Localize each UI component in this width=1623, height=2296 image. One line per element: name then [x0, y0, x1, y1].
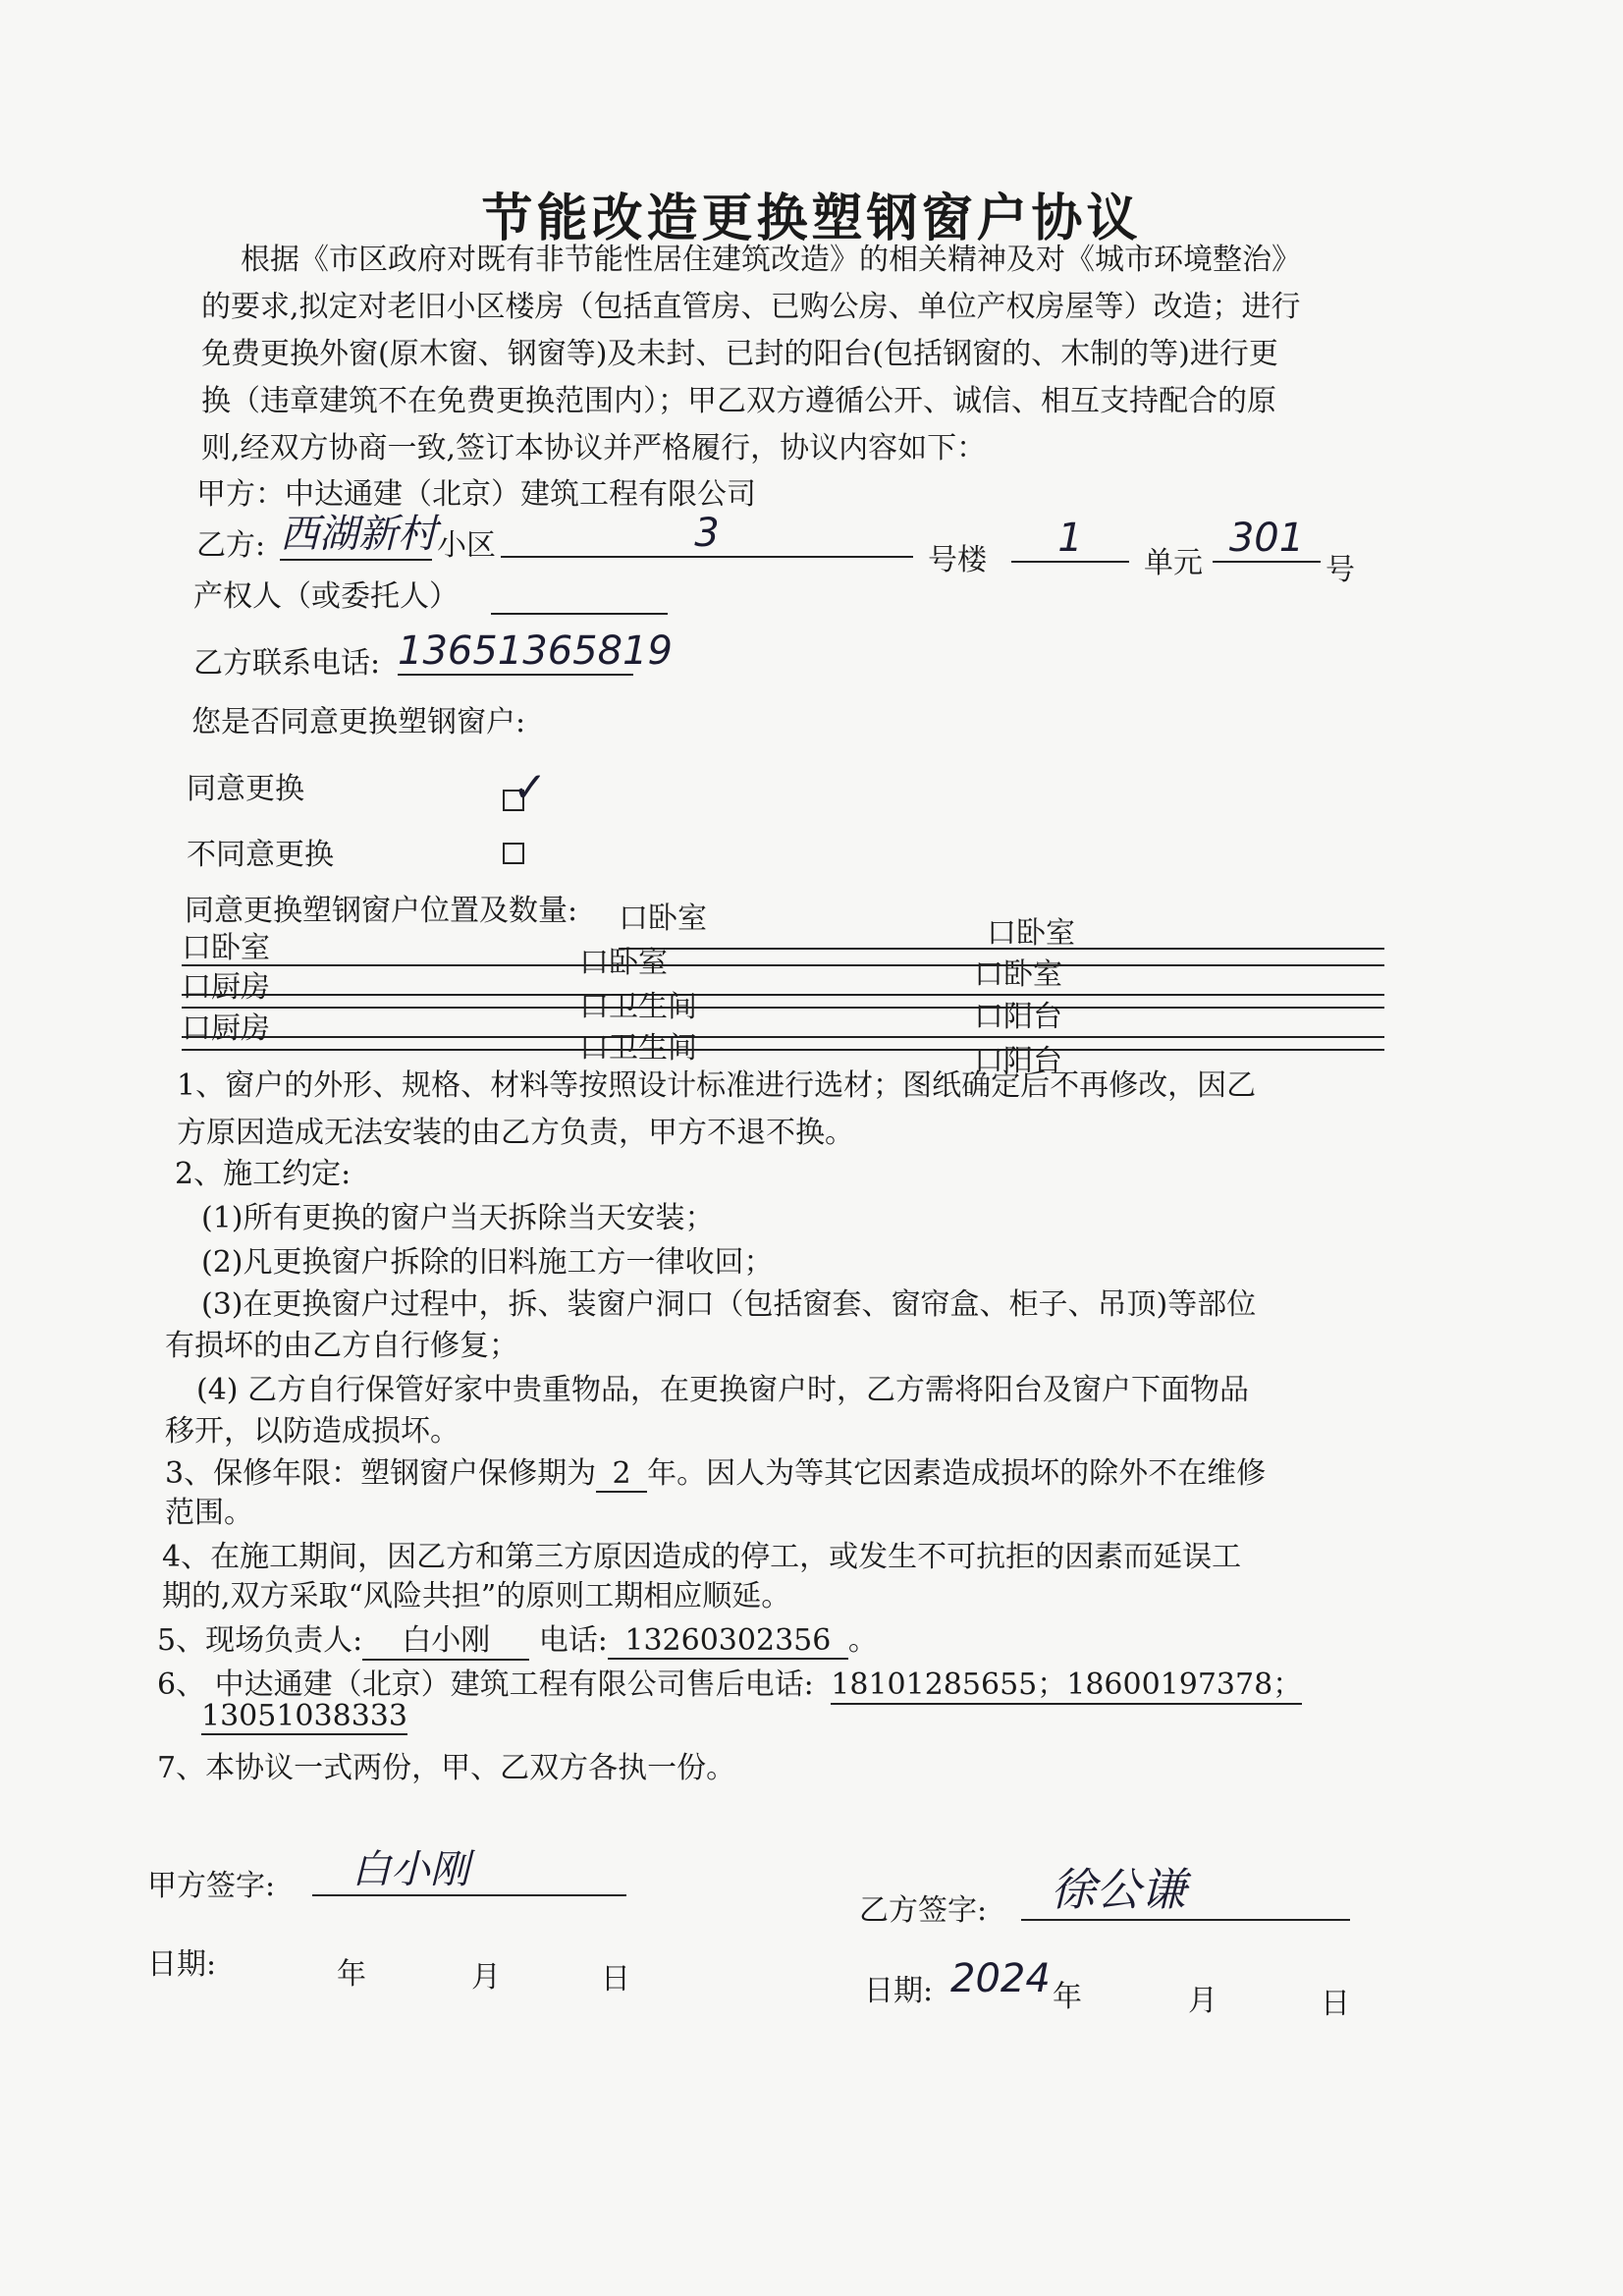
party-b-day: 日	[1321, 1987, 1350, 2021]
clause-2-4-line-1: (4) 乙方自行保管好家中贵重物品，在更换窗户时，乙方需将阳台及窗户下面物品	[196, 1373, 1250, 1407]
party-a: 甲方：中达通建（北京）建筑工程有限公司	[196, 477, 756, 512]
position-rule	[182, 964, 1384, 966]
service-phones: 18101285655；18600197378；	[831, 1660, 1302, 1705]
clause-4-line-1: 4、在施工期间，因乙方和第三方原因造成的停工，或发生不可抗拒的因素而延误工	[162, 1540, 1242, 1574]
party-b-month: 月	[1188, 1984, 1217, 2018]
owner-label: 产权人（或委托人）	[193, 579, 459, 614]
position-item[interactable]: 口卧室	[579, 946, 668, 980]
checkbox-glyph: 口	[579, 946, 609, 980]
position-rule	[182, 1036, 1384, 1038]
checkbox-glyph: 口	[619, 902, 648, 936]
checkbox-glyph: 口	[974, 1044, 1003, 1078]
checkbox-glyph: 口	[987, 916, 1016, 951]
clause-5: 5、现场负责人: 白小刚 电话: 13260302356 。	[157, 1615, 878, 1661]
service-phone-3: 13051038333	[201, 1699, 407, 1733]
consent-disagree-label: 不同意更换	[187, 838, 334, 872]
checkbox-glyph: 口	[182, 931, 211, 965]
checkbox-glyph: 口	[579, 1031, 609, 1066]
party-a-day: 日	[601, 1962, 630, 1996]
checkbox-glyph: 口	[182, 1011, 211, 1046]
checkbox-glyph: 口	[579, 990, 609, 1024]
consent-question: 您是否同意更换塑钢窗户:	[191, 705, 526, 739]
party-a-signature[interactable]: 白小刚	[312, 1838, 626, 1896]
checkbox-icon	[503, 843, 524, 864]
position-item[interactable]: 口卧室	[182, 931, 270, 965]
owner-field-line[interactable]	[491, 613, 668, 615]
position-item[interactable]: 口卧室	[987, 916, 1075, 951]
intro-line-1: 根据《市区政府对既有非节能性居住建筑改造》的相关精神及对《城市环境整治》	[241, 243, 1301, 277]
building-suffix: 号楼	[928, 543, 987, 577]
clause-7: 7、本协议一式两份，甲、乙双方各执一份。	[157, 1751, 736, 1785]
position-item[interactable]: 口阳台	[974, 1044, 1062, 1078]
party-a-year: 年	[337, 1957, 366, 1992]
room-suffix: 号	[1325, 553, 1355, 587]
checkbox-glyph: 口	[974, 1000, 1003, 1034]
intro-line-2: 的要求,拟定对老旧小区楼房（包括直管房、已购公房、单位产权房屋等）改造；进行	[201, 290, 1301, 324]
party-a-month: 月	[471, 1960, 501, 1995]
clause-2-4-line-2: 移开，以防造成损坏。	[165, 1414, 460, 1449]
phone-field[interactable]: 13651365819	[398, 629, 673, 674]
document-title: 节能改造更换塑钢窗户协议	[481, 189, 1142, 248]
clause-2-3-line-1: (3)在更换窗户过程中，拆、装窗户洞口（包括窗套、窗帘盒、柜子、吊顶)等部位	[201, 1287, 1257, 1322]
checkmark-icon: ✓	[513, 763, 548, 811]
clause-3-line-1: 3、保修年限：塑钢窗户保修期为 2 年。因人为等其它因素造成损坏的除外不在维修	[165, 1456, 1267, 1491]
position-item[interactable]: 口厨房	[182, 970, 270, 1005]
position-item[interactable]: 口卫生间	[579, 990, 697, 1024]
community-suffix: 小区	[437, 528, 496, 563]
checkbox-glyph: 口	[182, 970, 211, 1005]
party-b-year-value[interactable]: 2024	[950, 1956, 1051, 2001]
building-field[interactable]: 3	[501, 511, 913, 558]
intro-line-3: 免费更换外窗(原木窗、钢窗等)及未封、已封的阳台(包括钢窗的、木制的等)进行更	[201, 337, 1278, 371]
checkbox-glyph: 口	[974, 957, 1003, 992]
clause-2-2: (2)凡更换窗户拆除的旧料施工方一律收回；	[201, 1245, 774, 1280]
party-b-sign-label: 乙方签字:	[859, 1893, 988, 1928]
consent-agree-label: 同意更换	[187, 772, 304, 806]
clause-2: 2、施工约定:	[175, 1157, 352, 1191]
clause-4-line-2: 期的,双方采取“风险共担”的原则工期相应顺延。	[162, 1579, 791, 1613]
party-b-year: 年	[1053, 1980, 1082, 2014]
positions-label: 同意更换塑钢窗户位置及数量:	[185, 894, 578, 928]
position-rule	[182, 1007, 1384, 1009]
clause-1-line-1: 1、窗户的外形、规格、材料等按照设计标准进行选材；图纸确定后不再修改，因乙	[177, 1068, 1257, 1103]
phone-label: 乙方联系电话:	[193, 646, 381, 681]
clause-2-1: (1)所有更换的窗户当天拆除当天安装；	[201, 1201, 715, 1235]
party-a-date-label: 日期:	[147, 1947, 217, 1982]
position-item[interactable]: 口卧室	[974, 957, 1062, 992]
consent-agree-checkbox[interactable]	[503, 763, 563, 819]
clause-1-line-2: 方原因造成无法安装的由乙方负责，甲方不退不换。	[177, 1116, 854, 1150]
clause-2-3-line-2: 有损坏的由乙方自行修复；	[165, 1329, 518, 1363]
clause-6: 6、 中达通建（北京）建筑工程有限公司售后电话: 18101285655；18600197378；	[157, 1660, 1302, 1705]
room-field[interactable]: 301	[1213, 516, 1321, 563]
party-b-signature[interactable]: 徐公谦	[1021, 1854, 1350, 1921]
intro-line-4: 换（违章建筑不在免费更换范围内）；甲乙双方遵循公开、诚信、相互支持配合的原	[201, 384, 1276, 418]
party-b-label: 乙方:	[196, 528, 266, 563]
unit-suffix: 单元	[1144, 546, 1203, 580]
site-manager-phone: 13260302356	[608, 1623, 848, 1660]
party-a-sign-label: 甲方签字:	[147, 1869, 276, 1903]
warranty-years: 2	[596, 1456, 647, 1493]
position-item[interactable]: 口厨房	[182, 1011, 270, 1046]
party-b-date-label: 日期:	[864, 1974, 934, 2008]
clause-3-line-2: 范围。	[165, 1496, 253, 1530]
position-item[interactable]: 口卫生间	[579, 1031, 697, 1066]
consent-disagree-checkbox[interactable]	[503, 843, 528, 866]
position-item[interactable]: 口阳台	[974, 1000, 1062, 1034]
unit-field[interactable]: 1	[1011, 516, 1129, 563]
site-manager-name: 白小刚	[362, 1615, 529, 1661]
position-rule	[182, 994, 1384, 996]
community-field[interactable]: 西湖新村	[280, 503, 432, 561]
intro-line-5: 则,经双方协商一致,签订本协议并严格履行，协议内容如下：	[201, 431, 987, 465]
position-item[interactable]: 口卧室	[619, 902, 707, 936]
position-rule	[182, 1049, 1384, 1051]
